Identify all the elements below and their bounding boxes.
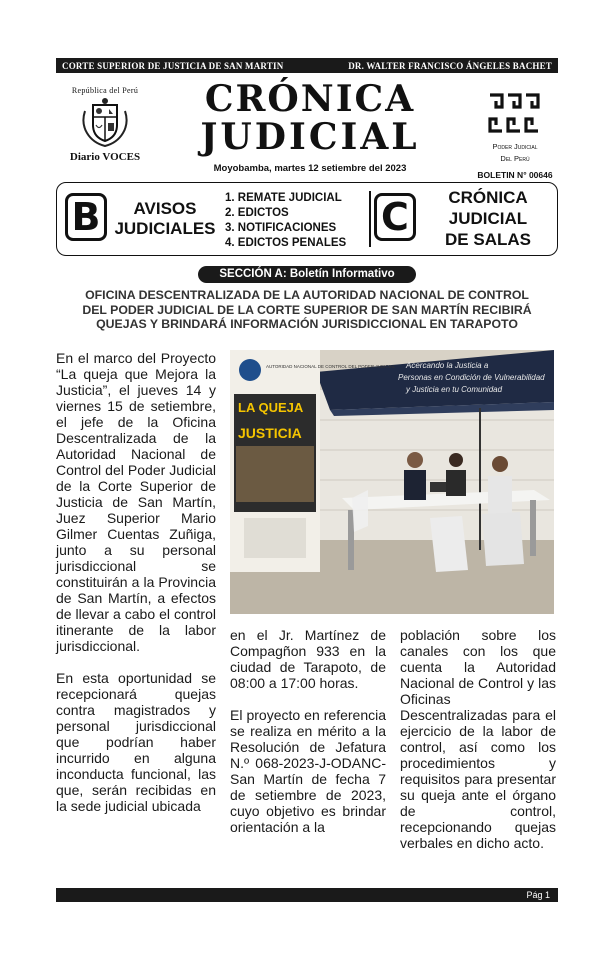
sections-index-box bbox=[56, 182, 558, 256]
banner-big-2: JUSTICIA bbox=[238, 425, 302, 441]
diario-voces-label: Diario VOCES bbox=[69, 151, 141, 163]
section-c-letter: C bbox=[374, 193, 416, 241]
section-item: 3. NOTIFICACIONES bbox=[225, 222, 337, 234]
article-column-2 bbox=[230, 627, 386, 851]
canopy-text-3: y Justicia en tu Comunidad bbox=[406, 385, 503, 394]
avisos-title-line-2: JUDICIALES bbox=[114, 219, 216, 238]
section-item: 2. EDICTOS bbox=[225, 207, 289, 219]
salas-title-line-3: DE SALAS bbox=[445, 230, 531, 249]
republic-label: República del Perú bbox=[71, 86, 139, 95]
shield-icon bbox=[79, 97, 131, 149]
article-headline bbox=[56, 288, 558, 332]
section-item: 4. EDICTOS PENALES bbox=[225, 237, 347, 249]
section-b-letter: B bbox=[65, 193, 107, 241]
headline-line-1: OFICINA DESCENTRALIZADA DE LA AUTORIDAD NACIONAL DE CONTROL bbox=[85, 288, 529, 302]
banner-big-1: LA QUEJA bbox=[238, 400, 304, 415]
event-photo bbox=[230, 350, 554, 614]
headline-line-2: DEL PODER JUDICIAL DE LA CORTE SUPERIOR DE SAN MARTÍN RECIBIRÁ bbox=[82, 302, 532, 317]
article-paragraph: El proyecto en referencia se realiza en mérito a la Resolución de Jefatura N.º 068-2023-J-ODANC-San Martín de fecha 7 de setiembre de 2023, cuyo objetivo es brindar orientación a la bbox=[230, 707, 386, 835]
canopy-text-2: Personas en Condición de Vulnerabilidad bbox=[398, 373, 545, 382]
avisos-title-line-1: AVISOS bbox=[133, 199, 197, 218]
cronica-salas-title bbox=[421, 187, 555, 250]
boletin-number: BOLETIN N° 00646 bbox=[477, 170, 553, 180]
canopy-text-1: Acercando la Justicia a bbox=[406, 361, 489, 370]
article-paragraph: En el marco del Proyecto “La queja que Mejora la Justicia”, el jueves 14 y viernes 15 de setiembre, el jefe de la Oficina Descentralizada de la Autoridad Nacional de Control del Poder Judicial de la Corte Superior de Justicia de San Martín, Juez Superior Mario Gilmer Cuentas Zuñiga, junto a su personal jurisdiccional se constituirán a la Provincia de San Martín, a efectos de llevar a cabo el control itinerante de la labor jurisdiccional. bbox=[56, 350, 216, 654]
director-name: DR. WALTER FRANCISCO ÁNGELES BACHET bbox=[348, 60, 552, 71]
pj-line-2: Del Perú bbox=[500, 154, 530, 163]
top-header-bar bbox=[56, 58, 558, 73]
masthead-line-2: JUDICIAL bbox=[200, 116, 420, 158]
article-paragraph: en el Jr. Martínez de Compagñon 933 en la ciudad de Tarapoto, de 08:00 a 17:00 horas. bbox=[230, 627, 386, 691]
article-paragraph: En esta oportunidad se recepcionará quejas contra magistrados y personal jurisdiccional que podrían haber incurrido en alguna inconducta funcional, las que, serán recibidas en la sede judicial ubicada bbox=[56, 670, 216, 814]
avisos-judiciales-title bbox=[109, 199, 221, 239]
section-divider bbox=[369, 191, 371, 247]
photo-scene bbox=[230, 350, 554, 614]
section-a-pill: SECCIÓN A: Boletín Informativo bbox=[198, 266, 416, 283]
court-name: CORTE SUPERIOR DE JUSTICIA DE SAN MARTIN bbox=[62, 60, 284, 71]
section-b-items bbox=[225, 191, 346, 251]
dateline: Moyobamba, martes 12 setiembre del 2023 bbox=[213, 163, 407, 174]
poder-judicial-icon bbox=[487, 92, 543, 134]
peru-coat-of-arms bbox=[60, 86, 150, 176]
pj-line-1: Poder Judicial bbox=[492, 142, 538, 151]
masthead-title bbox=[198, 80, 422, 156]
article-column-3 bbox=[400, 627, 556, 867]
banner-top-text: AUTORIDAD NACIONAL DE CONTROL DEL PODER JUDICIAL bbox=[266, 364, 396, 369]
footer-bar bbox=[56, 888, 558, 902]
headline-line-3: QUEJAS Y BRINDARÁ INFORMACIÓN JURISDICCIONAL EN TARAPOTO bbox=[96, 317, 518, 331]
masthead-line-1: CRÓNICA bbox=[204, 78, 416, 120]
article-paragraph: población sobre los canales con los que cuenta la Autoridad Nacional de Control y las Oficinas Descentralizadas para el ejercicio de la labor de control, así como los procedimientos y requisitos para presentar su queja ante el órgano de control, recepcionando quejas verbales en dicho acto. bbox=[400, 627, 556, 851]
poder-judicial-logo bbox=[470, 92, 560, 180]
section-item: 1. REMATE JUDICIAL bbox=[225, 192, 342, 204]
salas-title-line-1: CRÓNICA bbox=[448, 188, 528, 207]
article-column-1 bbox=[56, 350, 216, 830]
salas-title-line-2: JUDICIAL bbox=[448, 209, 528, 228]
page-number: Pág 1 bbox=[526, 890, 550, 900]
